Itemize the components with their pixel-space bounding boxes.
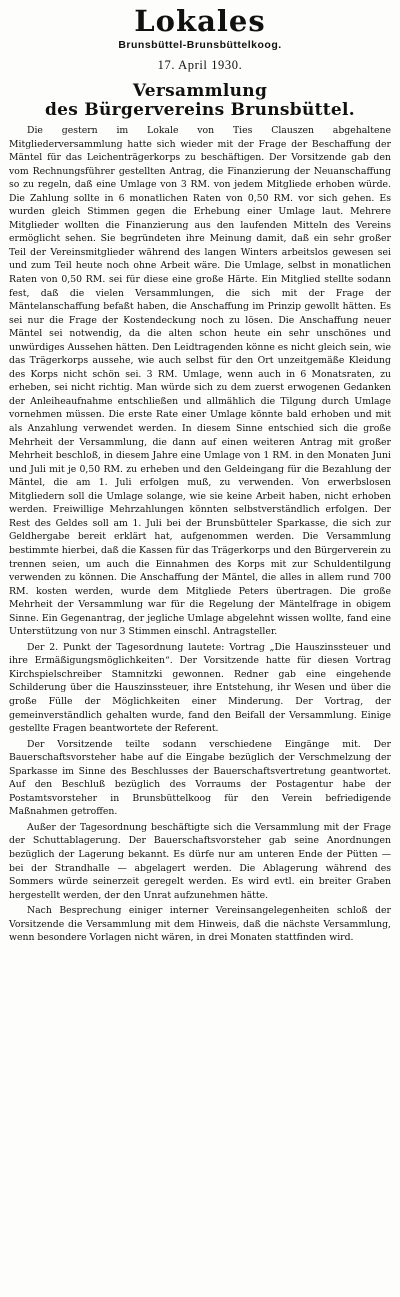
paragraph-text: Der Vorsitzende teilte sodann verschiedene Eingänge mit. Der Bauerschaftsvorsteher habe auf die Eingabe bezüglich der Verschmelzung der Sparkasse im Sinne des Beschlusses der Bauerschaftsvertretung geantwortet. Auf den Beschluß bezüglich des Vorraums der Postagentur habe der Postamtsvorsteher in Brunsbüttelkoog für den Verein befriedigende Maßnahmen getroffen. bbox=[9, 738, 391, 818]
location-line: Brunsbüttel-Brunsbüttelkoog. bbox=[118, 39, 282, 51]
article-paragraph bbox=[9, 641, 391, 736]
article-paragraph bbox=[9, 821, 391, 902]
article-paragraph bbox=[9, 904, 391, 945]
paragraph-text: Der 2. Punkt der Tagesordnung lautete: Vortrag „Die Hauszinssteuer und ihre Ermäßigungsmöglichkeiten“. Der Vorsitzende hatte für diesen Vortrag Kirchspielschreiber Stamnitzki gewonnen. Redner gab eine eingehende Schilderung über die Hauszinssteuer, ihre Entstehung, ihr Wesen und über die große Fülle der Möglichkeiten einer Minderung. Der Vortrag, der gemeinverständlich gehalten wurde, fand den Beifall der Versammlung. Einige gestellte Fragen beantwortete der Referent. bbox=[9, 641, 391, 735]
paragraph-text: Nach Besprechung einiger interner Vereinsangelegenheiten schloß der Vorsitzende die Versammlung mit dem Hinweis, daß die nächste Versammlung, wenn besondere Vorlagen nicht wären, in drei Monaten stattfinden wird. bbox=[9, 905, 391, 944]
article-headline-line2: des Bürgervereins Brunsbüttel. bbox=[44, 100, 356, 120]
paragraph-text: Die gestern im Lokale von Ties Clauszen abgehaltene Mitgliederversammlung hatte sich wieder mit der Frage der Beschaffung der Mäntel für das Leichenträgerkorps zu beschäftigen. Der Vorsitzende gab den vom Rechnungsführer gestellten Antrag, die Finanzierung der Neuanschaffung so zu regeln, daß eine Umlage von 3 RM. von jedem Mitgliede erhoben würde. Die Zahlung sollte in 6 monatlichen Raten von 0,50 RM. vor sich gehen. Es wurden gleich Stimmen gegen die Erhebung einer Umlage laut. Mehrere Mitglieder wollten die Finanzierung aus den laufenden Mitteln des Vereins ermöglicht sehen. Sie begründeten ihre Meinung damit, daß ein sehr großer Teil der Vereinsmitglieder während des langen Winters arbeitslos gewesen sei und zum Teil heute noch ohne Arbeit wäre. Die Umlage, selbst in monatlichen Raten von 0,50 RM. sei für diese eine große Härte. Ein Mitglied stellte sodann fest, daß die vielen Versammlungen, die sich mit der Frage der Mäntelanschaffung befaßt haben, die Anschaffung im Prinzip gewollt hätten. Es sei nur die Frage der Kostendeckung noch zu lösen. Die Anschaffung neuer Mäntel sei notwendig, da die alten schon heute ein sehr unschönes und unwürdiges Aussehen hätten. Den Leidtragenden könne es nicht gleich sein, wie das Trägerkorps aussehe, wie auch selbst für den Ort unzeitgemäße Kleidung des Korps nicht schön sei. 3 RM. Umlage, wenn auch in 6 Monatsraten, zu erheben, sei nicht richtig. Man würde sich zu dem zuerst erwogenen Gedanken der Anleiheaufnahme entschließen und allmählich die Tilgung durch Umlage vornehmen müssen. Die erste Rate einer Umlage könnte bald erhoben und mit als Anzahlung verwendet werden. In diesem Sinne entschied sich die große Mehrheit der Versammlung, die dann auf einen weiteren Antrag mit großer Mehrheit beschloß, in diesem Jahre eine Umlage von 1 RM. in den Monaten Juni und Juli mit je 0,50 RM. zu erheben und den Geldeingang für die Bezahlung der Mäntel, die am 1. Juli erfolgen muß, zu verwenden. Von erwerbslosen Mitgliedern soll die Umlage solange, wie sie keine Arbeit haben, nicht erhoben werden. Freiwillige Mehrzahlungen könnten selbstverständlich erfolgen. Der Rest des Geldes soll am 1. Juli bei der Brunsbütteler Sparkasse, die sich zur Geldhergabe bereit erklärt hat, aufgenommen werden. Die Versammlung bestimmte hierbei, daß die Kassen für das Trägerkorps und den Bürgerverein zu trennen seien, um auch die Einnahmen des Korps mit zur Schuldentilgung verwenden zu können. Die Anschaffung der Mäntel, die alles in allem rund 700 RM. kosten werden, wurde dem Mitgliede Peters übertragen. Die große Mehrheit der Versammlung war für die Regelung der Mäntelfrage in obigem Sinne. Ein Gegenantrag, der jegliche Umlage abgelehnt wissen wollte, fand eine Unterstützung von nur 3 Stimmen einschl. Antragsteller. bbox=[9, 125, 391, 638]
article-paragraph bbox=[9, 124, 391, 639]
article-paragraph bbox=[9, 738, 391, 819]
paragraph-text: Außer der Tagesordnung beschäftigte sich die Versammlung mit der Frage der Schuttablagerung. Der Bauerschaftsvorsteher gab seine Anordnungen bezüglich der Lagerung bekannt. Es dürfe nur am unteren Ende der Pütten — bei der Strandhalle — abgelagert werden. Die Ablagerung während des Sommers würde seinerzeit geregelt werden. Es wird evtl. ein breiter Graben hergestellt werden, der den Unrat aufzunehmen hätte. bbox=[9, 821, 391, 901]
section-title: Lokales bbox=[134, 4, 266, 38]
issue-date: 17. April 1930. bbox=[157, 58, 243, 72]
article-body bbox=[9, 124, 391, 945]
article-headline-line1: Versammlung bbox=[132, 81, 268, 101]
